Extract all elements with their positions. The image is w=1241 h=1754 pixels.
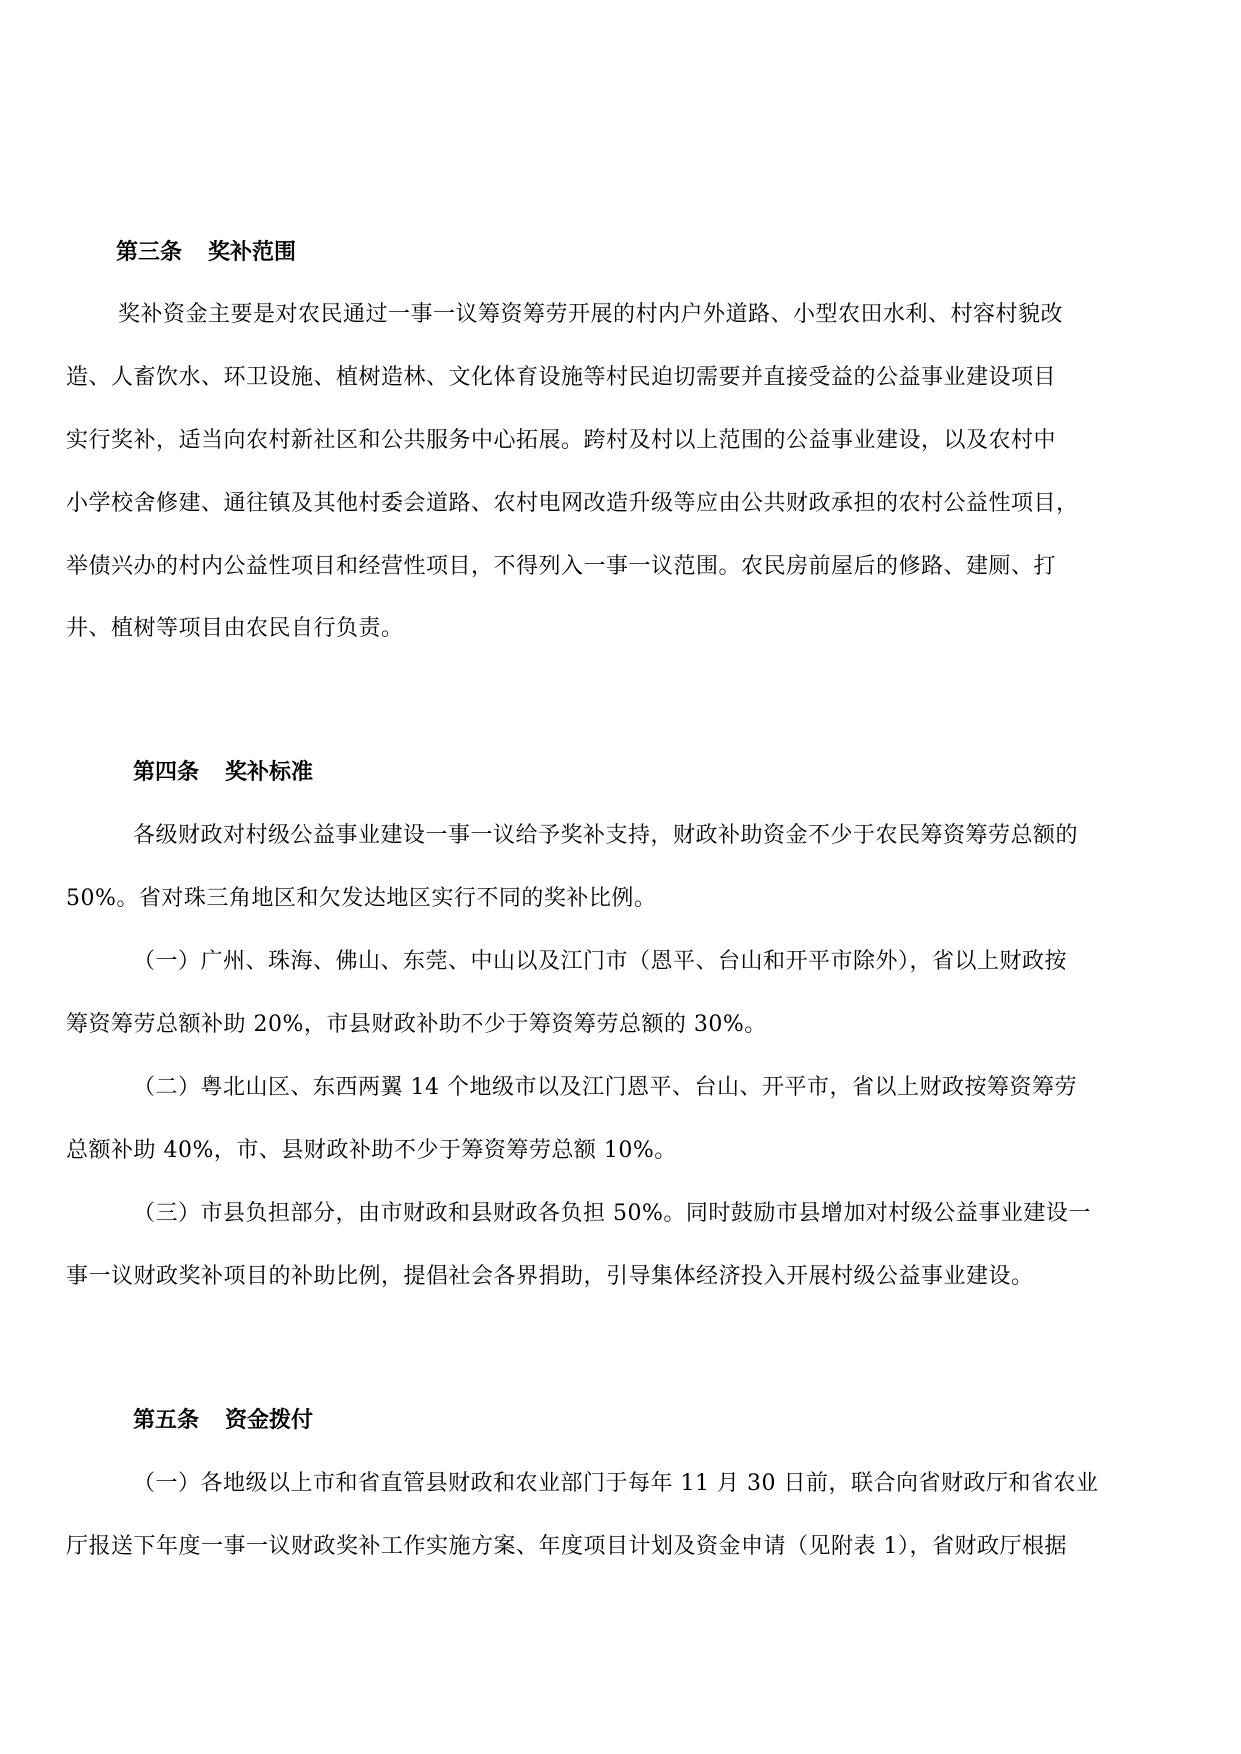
paragraph-line: 井、植树等项目由农民自行负责。: [66, 616, 404, 641]
paragraph-line: 各级财政对村级公益事业建设一事一议给予奖补支持，财政补助资金不少于农民筹资筹劳总额的: [133, 823, 1079, 848]
paragraph-line: 小学校舍修建、通往镇及其他村委会道路、农村电网改造升级等应由公共财政承担的农村公益性项目，: [66, 491, 1079, 516]
paragraph-line: （二）粤北山区、东西两翼 14 个地级市以及江门恩平、台山、开平市，省以上财政按筹资筹劳: [133, 1075, 1077, 1100]
paragraph-line: 奖补资金主要是对农民通过一事一议筹资筹劳开展的村内户外道路、小型农田水利、村容村貌改: [118, 302, 1064, 327]
paragraph-line: 厅报送下年度一事一议财政奖补工作实施方案、年度项目计划及资金申请（见附表 1），省财政厅根据: [66, 1534, 1067, 1559]
paragraph-line: 造、人畜饮水、环卫设施、植树造林、文化体育设施等村民迫切需要并直接受益的公益事业建设项目: [66, 365, 1057, 390]
article-3-title: 奖补范围: [208, 240, 297, 265]
article-3-number: 第三条: [116, 240, 183, 265]
article-5-number: 第五条: [133, 1408, 200, 1433]
paragraph-line: 总额补助 40%，市、县财政补助不少于筹资筹劳总额 10%。: [66, 1138, 677, 1163]
paragraph-line: 举债兴办的村内公益性项目和经营性项目，不得列入一事一议范围。农民房前屋后的修路、建厕、打: [66, 554, 1057, 579]
paragraph-line: （一）各地级以上市和省直管县财政和农业部门于每年 11 月 30 日前，联合向省财政厅和省农业: [133, 1471, 1099, 1496]
article-4-number: 第四条: [133, 760, 200, 785]
article-5-title: 资金拨付: [225, 1408, 314, 1433]
paragraph-line: （三）市县负担部分，由市财政和县财政各负担 50%。同时鼓励市县增加对村级公益事业建设一: [133, 1201, 1091, 1226]
paragraph-line: 实行奖补，适当向农村新社区和公共服务中心拓展。跨村及村以上范围的公益事业建设，以及农村中: [66, 428, 1057, 453]
article-3-heading: [116, 238, 296, 268]
paragraph-line: 事一议财政奖补项目的补助比例，提倡社会各界捐助，引导集体经济投入开展村级公益事业建设。: [66, 1264, 1034, 1289]
article-4-title: 奖补标准: [225, 760, 314, 785]
paragraph-line: （一）广州、珠海、佛山、东莞、中山以及江门市（恩平、台山和开平市除外），省以上财政按: [133, 949, 1068, 974]
paragraph-line: 50%。省对珠三角地区和欠发达地区实行不同的奖补比例。: [66, 886, 657, 911]
paragraph-line: 筹资筹劳总额补助 20%，市县财政补助不少于筹资筹劳总额的 30%。: [66, 1012, 767, 1037]
article-4-heading: [133, 758, 313, 788]
article-5-heading: [133, 1406, 313, 1436]
